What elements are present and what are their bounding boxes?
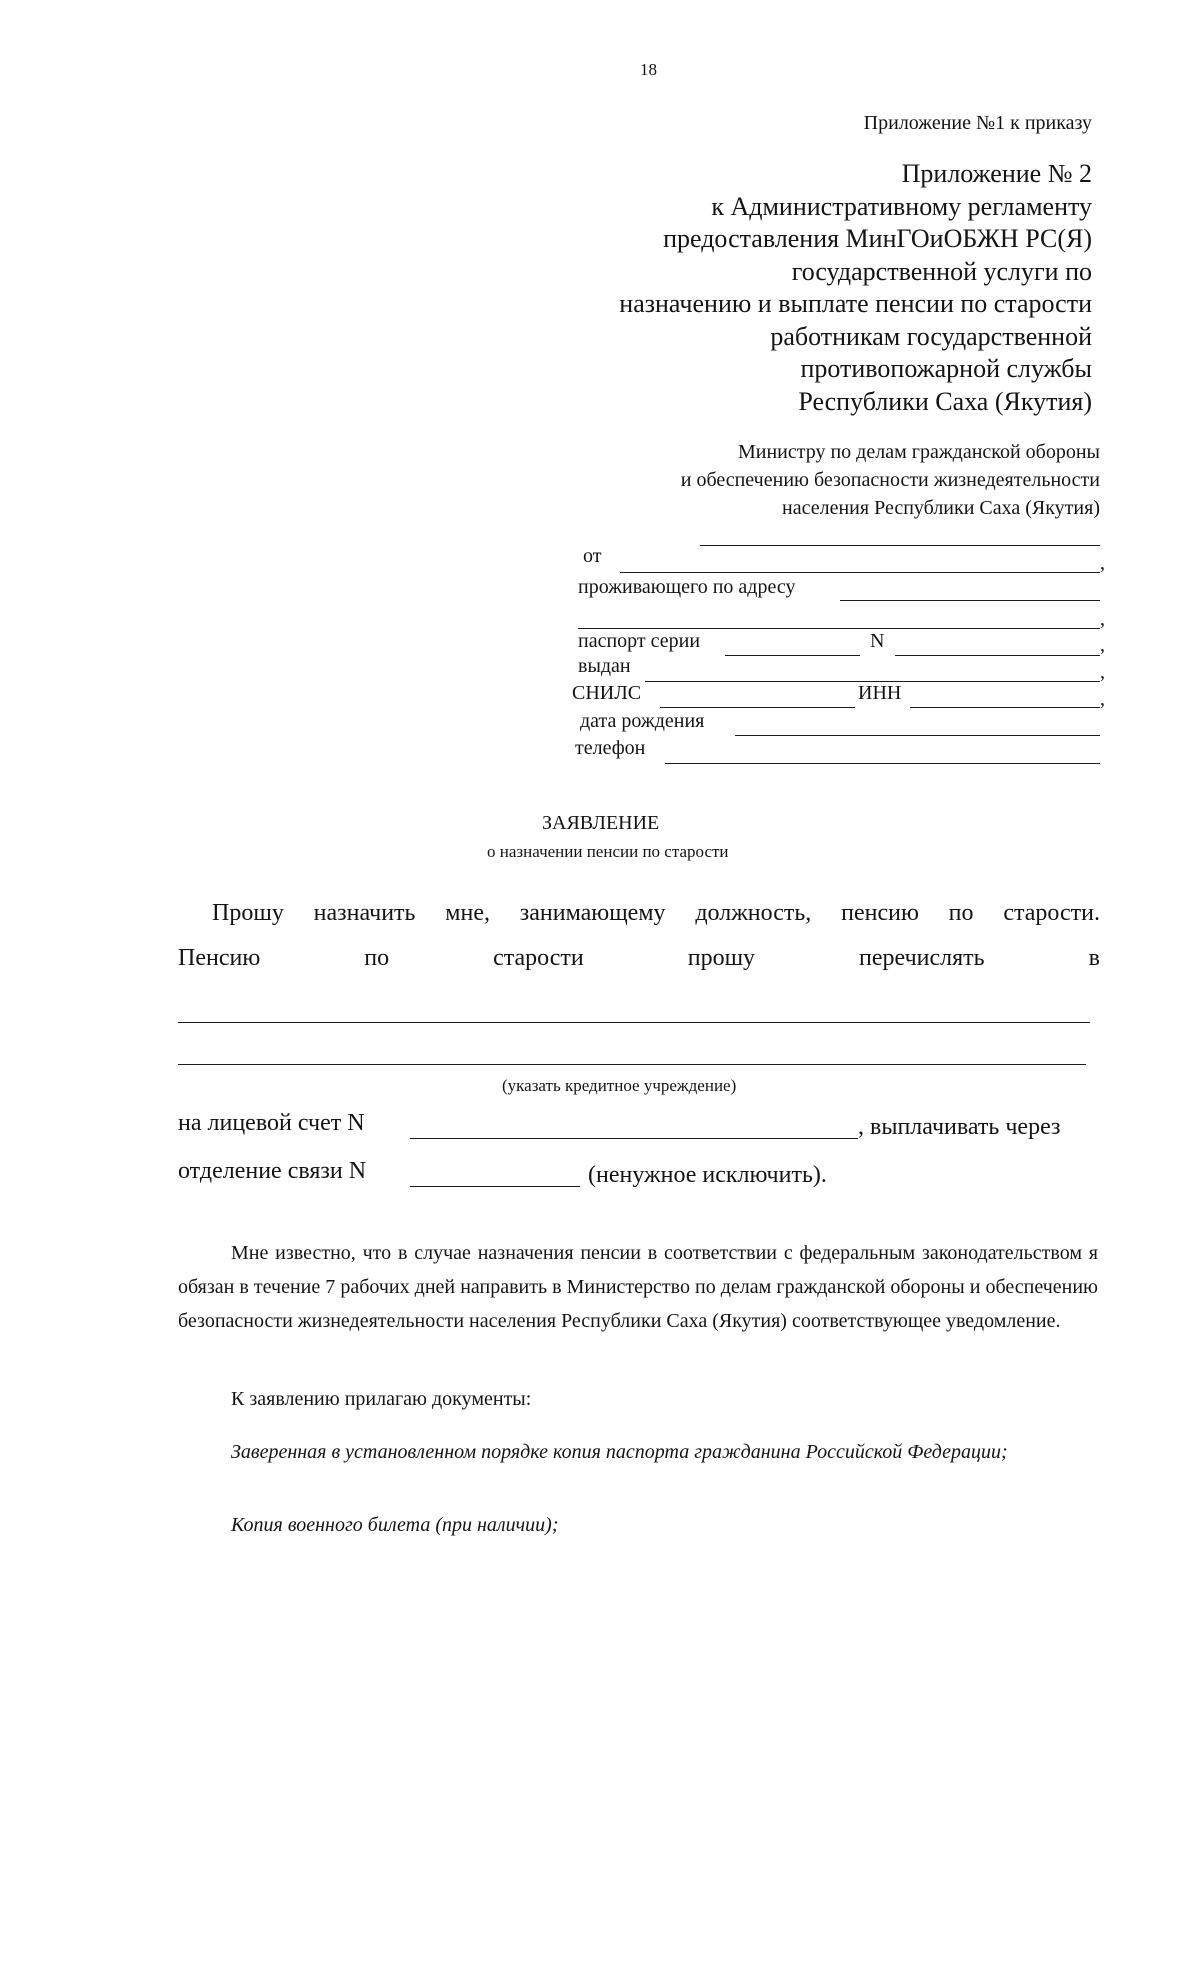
attachment-item: Заверенная в установленном порядке копия паспорта гражданина Российской Федерации; (231, 1441, 1008, 1463)
appendix2-line: назначению и выплате пенсии по старости (619, 289, 1092, 318)
request-line-1: Прошу назначить мне, занимающему должность, пенсию по старости. (212, 900, 1100, 926)
request-word: старости (493, 945, 584, 971)
request-word: Пенсию (178, 945, 261, 971)
addressee-line: населения Республики Саха (Якутия) (782, 497, 1100, 519)
appendix2-line: работникам государственной (770, 321, 1092, 351)
from-label: от (583, 545, 602, 567)
appendix2-line: Приложение № 2 (901, 159, 1092, 188)
post-office-number-field[interactable] (410, 1186, 580, 1187)
statement-subtitle: о назначении пенсии по старости (487, 842, 729, 861)
appendix2-line: к Административному регламенту (711, 191, 1092, 221)
attachments-label: К заявлению прилагаю документы: (231, 1388, 532, 1410)
from-field[interactable] (620, 572, 1100, 573)
request-word: перечислять (859, 945, 985, 971)
address-label: проживающего по адресу (578, 576, 796, 598)
credit-institution-field[interactable] (178, 1022, 1090, 1023)
address-field[interactable] (840, 600, 1100, 601)
attachment-item: Копия военного билета (при наличии); (231, 1514, 559, 1536)
inn-field[interactable] (910, 707, 1100, 708)
request-word: прошу (687, 945, 756, 971)
notice-paragraph: Мне известно, что в случае назначения пенсии в соответствии с федеральным законодательством я обязан в течение 7 рабочих дней направить в Министерство по делам гражданской обороны и обеспечению безопасности жизнедеятельности населения Республики Саха (Якутия) соответствующее уведомление. (178, 1242, 1098, 1332)
addressee-line: Министру по делам гражданской обороны (737, 441, 1100, 463)
inn-label: ИНН (858, 682, 902, 704)
phone-label: телефон (575, 737, 646, 759)
account-number-field[interactable] (410, 1138, 858, 1139)
birth-date-field[interactable] (735, 735, 1100, 736)
post-office-suffix: (ненужное исключить). (588, 1162, 827, 1188)
comma: , (1100, 661, 1105, 683)
passport-series-field[interactable] (725, 655, 860, 656)
blank-line (700, 545, 1100, 546)
address-field-continued[interactable] (578, 628, 1100, 629)
credit-institution-hint: (указать кредитное учреждение) (502, 1076, 737, 1095)
snils-label: СНИЛС (572, 682, 642, 704)
account-label: на лицевой счет N (178, 1110, 365, 1136)
appendix2-block (619, 158, 1092, 418)
appendix2-line: Республики Саха (Якутия) (798, 386, 1092, 416)
appendix2-line: предоставления МинГОиОБЖН РС(Я) (663, 224, 1092, 253)
comma: , (1100, 688, 1105, 710)
passport-number-label: N (870, 630, 885, 652)
statement-title: ЗАЯВЛЕНИЕ (542, 812, 660, 834)
issued-label: выдан (578, 655, 631, 677)
page-number: 18 (640, 60, 657, 79)
passport-number-field[interactable] (895, 655, 1100, 656)
phone-field[interactable] (665, 763, 1100, 764)
comma: , (1100, 634, 1105, 656)
credit-institution-field-continued[interactable] (178, 1064, 1086, 1065)
account-suffix: , выплачивать через (858, 1114, 1061, 1140)
request-word: в (1088, 945, 1100, 971)
request-line-2 (178, 945, 1100, 972)
appendix2-line: государственной услуги по (791, 256, 1092, 286)
addressee-block (681, 438, 1100, 522)
comma: , (1100, 608, 1105, 630)
birth-date-label: дата рождения (580, 710, 705, 732)
request-word: по (364, 945, 390, 971)
appendix-order-note: Приложение №1 к приказу (863, 112, 1092, 134)
appendix2-line: противопожарной службы (800, 354, 1092, 383)
passport-series-label: паспорт серии (578, 630, 701, 652)
comma: , (1100, 552, 1105, 574)
snils-field[interactable] (660, 707, 855, 708)
post-office-label: отделение связи N (178, 1158, 367, 1184)
addressee-line: и обеспечению безопасности жизнедеятельности (680, 469, 1100, 491)
